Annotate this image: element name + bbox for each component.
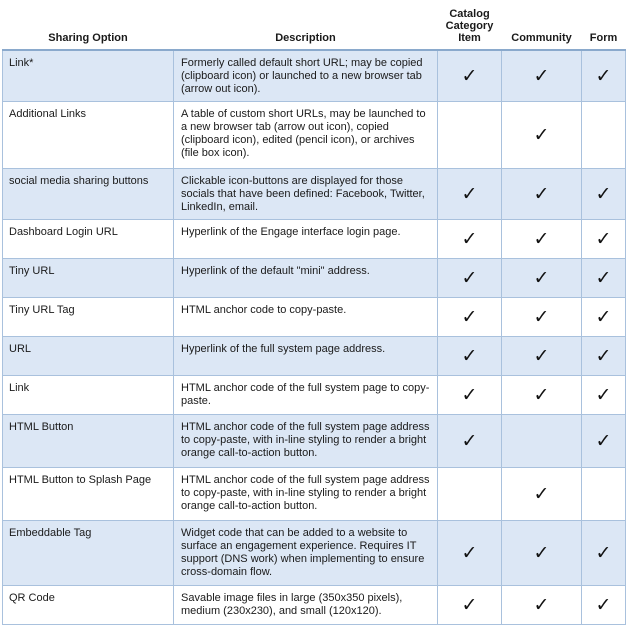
table-row <box>3 220 626 259</box>
community-check-cell <box>502 337 582 376</box>
table-row <box>3 376 626 415</box>
community-check-cell <box>502 259 582 298</box>
description-cell: Hyperlink of the full system page address. <box>174 337 438 376</box>
form-check-cell <box>582 468 626 521</box>
checkmark-icon: ✓ <box>595 383 612 406</box>
checkmark-icon: ✓ <box>595 266 612 289</box>
catalog-check-cell <box>438 468 502 521</box>
checkmark-icon: ✓ <box>533 383 550 406</box>
catalog-check-cell <box>438 220 502 259</box>
table-row <box>3 521 626 586</box>
community-check-cell <box>502 468 582 521</box>
table-row <box>3 415 626 468</box>
description-cell: A table of custom short URLs, may be launched to a new browser tab (arrow out icon), copied (clipboard icon), edited (pencil icon), or archives (file box icon). <box>174 102 438 169</box>
checkmark-icon: ✓ <box>461 383 478 406</box>
form-check-cell <box>582 102 626 169</box>
checkmark-icon: ✓ <box>533 64 550 87</box>
form-check-cell <box>582 376 626 415</box>
catalog-check-cell <box>438 169 502 220</box>
table-row <box>3 169 626 220</box>
checkmark-icon: ✓ <box>595 541 612 564</box>
catalog-check-cell <box>438 102 502 169</box>
checkmark-icon: ✓ <box>461 182 478 205</box>
community-check-cell <box>502 415 582 468</box>
checkmark-icon: ✓ <box>533 266 550 289</box>
sharing-option-cell: URL <box>3 337 174 376</box>
catalog-check-cell <box>438 259 502 298</box>
sharing-option-cell: Link* <box>3 50 174 102</box>
checkmark-icon: ✓ <box>595 429 612 452</box>
description-cell: Clickable icon-buttons are displayed for those socials that have been defined: Facebook, Twitter, LinkedIn, email. <box>174 169 438 220</box>
community-check-cell <box>502 220 582 259</box>
checkmark-icon: ✓ <box>461 344 478 367</box>
catalog-check-cell <box>438 376 502 415</box>
checkmark-icon: ✓ <box>595 305 612 328</box>
table-row <box>3 259 626 298</box>
description-cell: HTML anchor code of the full system page to copy-paste. <box>174 376 438 415</box>
form-check-cell <box>582 259 626 298</box>
checkmark-icon: ✓ <box>595 593 612 616</box>
community-check-cell <box>502 50 582 102</box>
checkmark-icon: ✓ <box>533 541 550 564</box>
sharing-option-cell: QR Code <box>3 586 174 625</box>
checkmark-icon: ✓ <box>461 227 478 250</box>
checkmark-icon: ✓ <box>461 541 478 564</box>
header-description: Description <box>174 0 438 50</box>
catalog-check-cell <box>438 337 502 376</box>
description-cell: Savable image files in large (350x350 pixels), medium (230x230), and small (120x120). <box>174 586 438 625</box>
community-check-cell <box>502 376 582 415</box>
table-row <box>3 337 626 376</box>
sharing-option-cell: Dashboard Login URL <box>3 220 174 259</box>
description-cell: HTML anchor code of the full system page address to copy-paste, with in-line styling to render a bright orange call-to-action button. <box>174 468 438 521</box>
table-row <box>3 468 626 521</box>
checkmark-icon: ✓ <box>461 64 478 87</box>
description-cell: Formerly called default short URL; may be copied (clipboard icon) or launched to a new browser tab (arrow out icon). <box>174 50 438 102</box>
checkmark-icon: ✓ <box>533 344 550 367</box>
sharing-option-cell: Link <box>3 376 174 415</box>
sharing-option-cell: HTML Button <box>3 415 174 468</box>
form-check-cell <box>582 169 626 220</box>
header-row <box>3 0 626 50</box>
description-cell: Hyperlink of the Engage interface login page. <box>174 220 438 259</box>
community-check-cell <box>502 298 582 337</box>
description-cell: HTML anchor code to copy-paste. <box>174 298 438 337</box>
checkmark-icon: ✓ <box>595 227 612 250</box>
description-cell: Widget code that can be added to a website to surface an engagement experience. Requires IT support (DNS work) when implementing to ensure cross-domain flow. <box>174 521 438 586</box>
sharing-option-cell: Tiny URL <box>3 259 174 298</box>
table-body <box>3 50 626 625</box>
checkmark-icon: ✓ <box>533 305 550 328</box>
description-cell: HTML anchor code of the full system page address to copy-paste, with in-line styling to render a bright orange call-to-action button. <box>174 415 438 468</box>
sharing-option-cell: Tiny URL Tag <box>3 298 174 337</box>
sharing-option-cell: Additional Links <box>3 102 174 169</box>
header-catalog-category-item: Catalog Category Item <box>438 0 502 50</box>
checkmark-icon: ✓ <box>461 429 478 452</box>
form-check-cell <box>582 521 626 586</box>
sharing-options-table <box>2 0 626 625</box>
catalog-check-cell <box>438 521 502 586</box>
checkmark-icon: ✓ <box>533 482 550 505</box>
header-sharing-option: Sharing Option <box>3 0 174 50</box>
community-check-cell <box>502 102 582 169</box>
description-cell: Hyperlink of the default "mini" address. <box>174 259 438 298</box>
table-row <box>3 102 626 169</box>
checkmark-icon: ✓ <box>461 593 478 616</box>
checkmark-icon: ✓ <box>461 266 478 289</box>
sharing-option-cell: Embeddable Tag <box>3 521 174 586</box>
form-check-cell <box>582 220 626 259</box>
form-check-cell <box>582 298 626 337</box>
community-check-cell <box>502 169 582 220</box>
sharing-option-cell: social media sharing buttons <box>3 169 174 220</box>
catalog-check-cell <box>438 415 502 468</box>
form-check-cell <box>582 415 626 468</box>
checkmark-icon: ✓ <box>533 123 550 146</box>
checkmark-icon: ✓ <box>595 182 612 205</box>
sharing-option-cell: HTML Button to Splash Page <box>3 468 174 521</box>
catalog-check-cell <box>438 298 502 337</box>
checkmark-icon: ✓ <box>595 64 612 87</box>
form-check-cell <box>582 337 626 376</box>
checkmark-icon: ✓ <box>533 227 550 250</box>
form-check-cell <box>582 50 626 102</box>
checkmark-icon: ✓ <box>595 344 612 367</box>
checkmark-icon: ✓ <box>461 305 478 328</box>
checkmark-icon: ✓ <box>533 182 550 205</box>
catalog-check-cell <box>438 50 502 102</box>
community-check-cell <box>502 521 582 586</box>
table-row <box>3 50 626 102</box>
checkmark-icon: ✓ <box>533 593 550 616</box>
header-form: Form <box>582 0 626 50</box>
table-row <box>3 298 626 337</box>
header-community: Community <box>502 0 582 50</box>
